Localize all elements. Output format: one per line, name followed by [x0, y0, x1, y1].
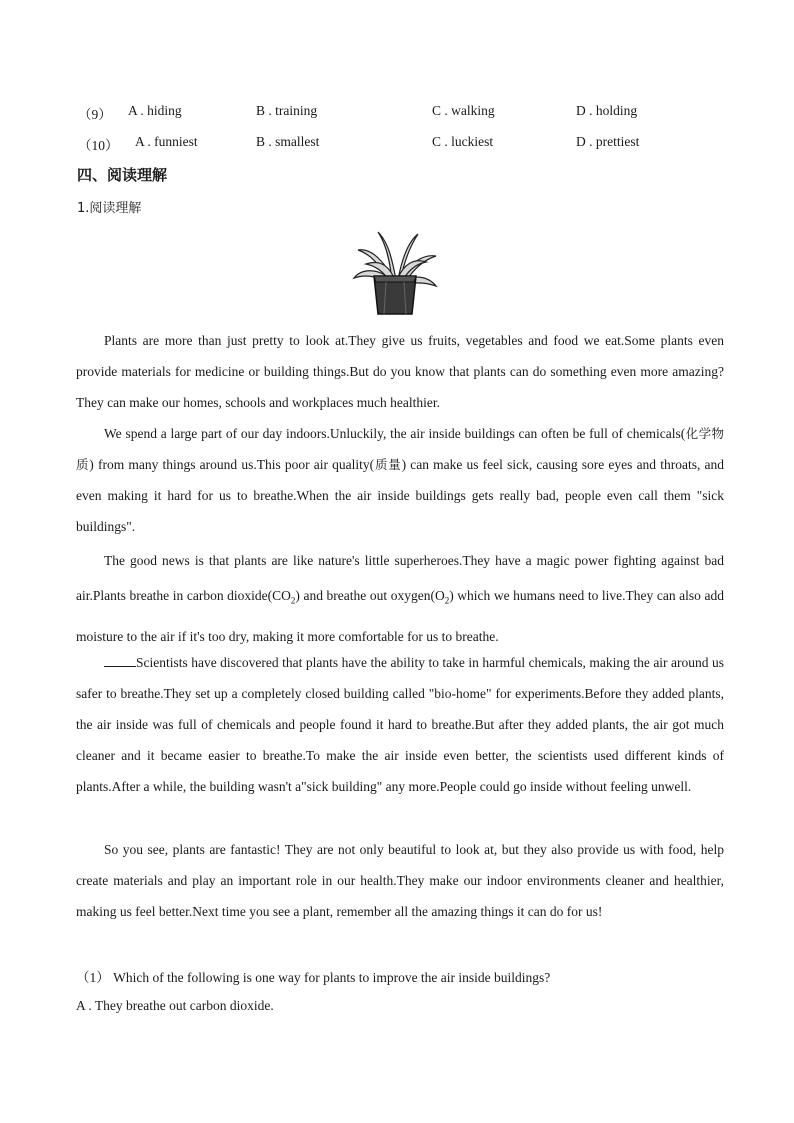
paragraph-2-text-c: ) can make us feel sick, causing sore eyes and throats, and even making it hard for us to breathe.When the air inside buildings gets really bad, people even call them "sick buildings".: [76, 457, 724, 534]
paragraph-2-cjk-chemicals: 化学物质: [76, 426, 724, 472]
answer-blank[interactable]: [104, 654, 136, 667]
passage-paragraph-2: [76, 418, 724, 542]
co2-subscript: 2: [290, 595, 296, 606]
question-10-option-b: B . smallest: [256, 134, 320, 149]
passage-paragraph-1: [76, 325, 724, 418]
question-9-option-b: B . training: [256, 103, 318, 118]
question-9-option-d: D . holding: [576, 103, 638, 118]
paragraph-2-text-b: ) from many things around us.This poor air quality(: [89, 457, 375, 472]
passage-paragraph-4: [76, 647, 724, 802]
question-9-option-a: A . hiding: [128, 103, 182, 118]
paragraph-4-text: Scientists have discovered that plants have the ability to take in harmful chemicals, making the air around us safer to breathe.They set up a completely closed building called "bio-home" for experiments.Before they added plants, the air inside was full of chemicals and people found it hard to breathe.But after they added plants, the air got much cleaner and it became easier to breathe.To make the air inside even better, the scientists used different kinds of plants.After a while, the building wasn't a"sick building" any more.People could go inside without feeling unwell.: [76, 655, 724, 794]
o2-subscript: 2: [444, 595, 450, 606]
paragraph-1-text: Plants are more than just pretty to look at.They give us fruits, vegetables and food we eat.Some plants even provide materials for medicine or building things.But do you know that plants can do something even more amazing? They can make our homes, schools and workplaces much healthier.: [76, 333, 724, 410]
question-10-number: （10）: [78, 138, 119, 153]
paragraph-3-text-b: ) and breathe out oxygen(O: [295, 588, 445, 603]
paragraph-2-cjk-quality: 质量: [374, 457, 402, 472]
question-9-option-c: C . walking: [432, 103, 495, 118]
paragraph-2-text-a: We spend a large part of our day indoors.Unluckily, the air inside buildings can often be full of chemicals(: [104, 426, 686, 441]
paragraph-3-text-a: The good news is that plants are like nature's little superheroes.They have a magic power fighting against bad air.Plants breathe in carbon dioxide(CO: [76, 553, 724, 603]
question-10-option-d: D . prettiest: [576, 134, 640, 149]
question-1-option-a[interactable]: A . They breathe out carbon dioxide.: [76, 998, 274, 1013]
potted-plant-image: [352, 228, 438, 318]
passage-paragraph-5: [76, 834, 724, 927]
question-10-row: [0, 134, 794, 154]
question-1-stem: （1） Which of the following is one way for plants to improve the air inside buildings?: [76, 970, 551, 985]
question-9-row: [0, 103, 794, 123]
section-subtitle: 1.阅读理解: [77, 201, 142, 216]
question-9-number: （9）: [78, 107, 112, 122]
paragraph-3-text-c: ) which we humans need to live.They can also add moisture to the air if it's too dry, making it more comfortable for us to breathe.: [76, 588, 724, 644]
section-title: 四、阅读理解: [77, 166, 168, 184]
paragraph-5-text: So you see, plants are fantastic! They are not only beautiful to look at, but they also provide us with food, help create materials and play an important role in our health.They make our indoor environments cleaner and healthier, making us feel better.Next time you see a plant, remember all the amazing things it can do for us!: [76, 842, 724, 919]
question-10-option-c: C . luckiest: [432, 134, 494, 149]
question-10-option-a: A . funniest: [135, 134, 198, 149]
passage-paragraph-3: [76, 543, 724, 654]
